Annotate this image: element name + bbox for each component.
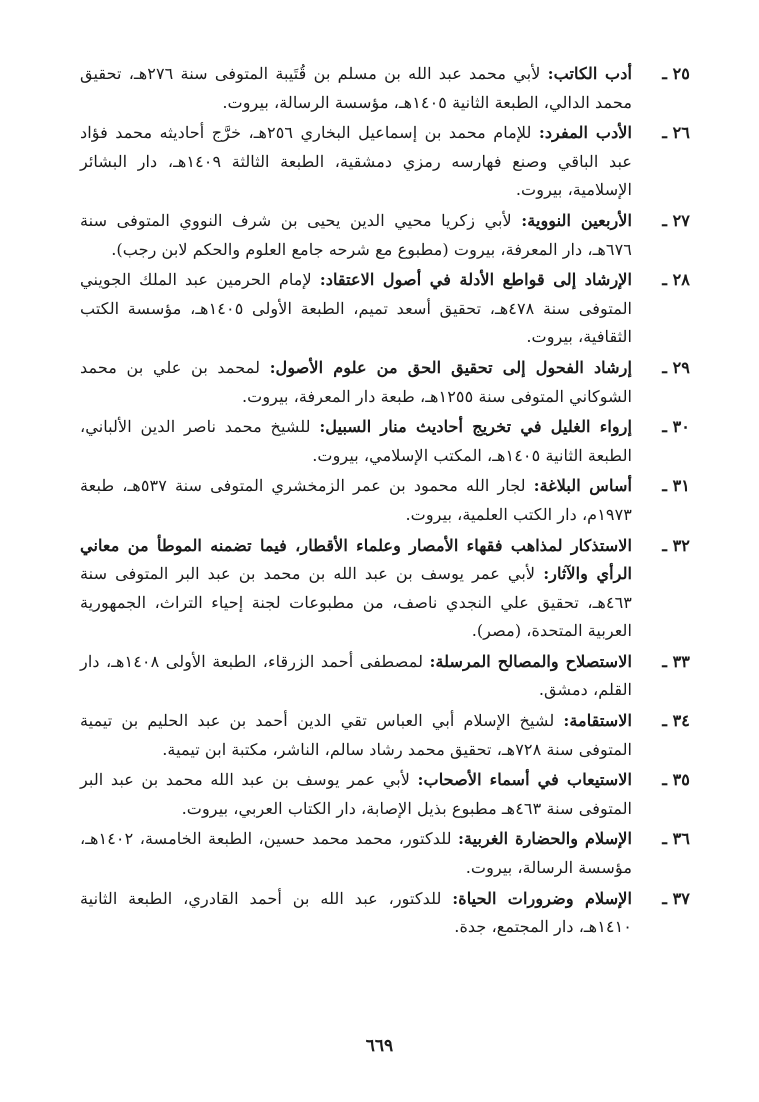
entry-title: إرشاد الفحول إلى تحقيق الحق من علوم الأصول: [269,357,632,377]
entry-number: ٢٥ ـ [662,64,690,83]
entry-number: ٣٦ ـ [662,829,690,849]
entry-text: للدكتور، محمد محمد حسين، الطبعة الخامسة، ١٤٠٢هـ، مؤسسة الرسالة، بيروت. [80,829,632,878]
entry-number: ٣٢ ـ [662,535,690,555]
entry-number: ٣٣ ـ [662,651,690,671]
entry-text: للدكتور، عبد الله بن أحمد القادري، الطبعة الثانية ١٤١٠هـ، دار المجتمع، جدة. [80,888,632,937]
entry-text: لشيخ الإسلام أبي العباس تقي الدين أحمد بن عبد الحليم بن تيمية المتوفى سنة ٧٢٨هـ، تحقيق محمد رشاد سالم، الناشر، مكتبة ابن تيمية. [80,711,632,759]
entry-37 [80,885,690,942]
entry-title: الأربعين النووية: [521,210,633,230]
entry-title: الاستصلاح والمصالح المرسلة: [429,651,632,671]
entry-34 [80,707,690,764]
entry-text: لمحمد بن علي بن محمد الشوكاني المتوفى سنة ١٢٥٥هـ، طبعة دار المعرفة، بيروت. [80,357,632,406]
entry-27 [80,207,690,264]
entry-29 [80,354,690,411]
entry-title: الاستذكار لمذاهب فقهاء الأمصار وعلماء الأقطار، فيما تضمنه الموطأ من معاني الرأي والآثار: [80,535,632,584]
entry-title: الأدب المفرد: [538,123,633,143]
entry-number: ٢٨ ـ [662,270,690,290]
entry-36 [80,825,690,882]
entry-33 [80,648,690,705]
entry-number: ٣١ ـ [662,476,690,496]
entry-32 [80,532,690,646]
entry-number: ٣٤ ـ [662,711,690,731]
entry-title: الاستيعاب في أسماء الأصحاب: [417,770,633,790]
entry-text: لأبي زكريا محيي الدين يحيى بن شرف النووي المتوفى سنة ٦٧٦هـ، دار المعرفة، بيروت (مطبوع مع شرحه جامع العلوم والحكم لابن رجب). [80,210,632,259]
entry-text: لمصطفى أحمد الزرقاء، الطبعة الأولى ١٤٠٨هـ، دار القلم، دمشق. [80,651,632,700]
entry-number: ٣٠ ـ [662,417,690,437]
entry-number: ٣٧ ـ [662,888,690,908]
bibliography-list [80,60,690,944]
entry-text: لأبي عمر يوسف بن عبد الله محمد بن عبد البر المتوفى سنة ٤٦٣هـ مطبوع بذيل الإصابة، دار الكتاب العربي، بيروت. [80,770,632,818]
entry-title: أدب الكاتب: [547,64,632,83]
entry-title: الإسلام وضرورات الحياة: [452,888,633,908]
entry-35 [80,766,690,823]
entry-number: ٢٩ ـ [662,357,690,377]
entry-25 [80,60,690,117]
entry-31 [80,472,690,529]
entry-text: للإمام محمد بن إسماعيل البخاري ٢٥٦هـ، خرَّج أحاديثه محمد فؤاد عبد الباقي وصنع فهارسه رمزي دمشقية، الطبعة الثالثة ١٤٠٩هـ، دار البشائر الإسلامية، بيروت. [80,123,632,200]
entry-text: للشيخ محمد ناصر الدين الألباني، الطبعة الثانية ١٤٠٥هـ، المكتب الإسلامي، بيروت. [80,417,632,465]
entry-28 [80,266,690,352]
entry-title: الإسلام والحضارة الغربية: [457,829,632,849]
entry-30 [80,413,690,470]
entry-number: ٢٦ ـ [662,123,690,143]
entry-number: ٣٥ ـ [662,770,690,790]
entry-text: لجار الله محمود بن عمر الزمخشري المتوفى سنة ٥٣٧هـ، طبعة ١٩٧٣م، دار الكتب العلمية، بيروت. [80,476,632,524]
entry-text: لأبي محمد عبد الله بن مسلم بن قُتَيبة المتوفى سنة ٢٧٦هـ، تحقيق محمد الدالي، الطبعة الثانية ١٤٠٥هـ، مؤسسة الرسالة، بيروت. [80,64,632,112]
entry-title: الإرشاد إلى قواطع الأدلة في أصول الاعتقاد: [319,270,632,290]
entry-title: أساس البلاغة: [533,476,633,496]
entry-number: ٢٧ ـ [662,210,690,230]
entry-text: لأبي عمر يوسف بن عبد الله بن محمد بن عبد البر المتوفى سنة ٤٦٣هـ، تحقيق علي النجدي ناصف، من مطبوعات لجنة إحياء التراث، الجمهورية العربية المتحدة، (مصر). [80,564,632,641]
entry-text: لإمام الحرمين عبد الملك الجويني المتوفى سنة ٤٧٨هـ، تحقيق أسعد تميم، الطبعة الأولى ١٤٠٥هـ، مؤسسة الكتب الثقافية، بيروت. [80,270,632,347]
page-number: ٦٦٩ [365,1036,394,1056]
entry-title: إرواء الغليل في تخريج أحاديث منار السبيل: [319,417,632,437]
entry-26 [80,119,690,205]
entry-title: الاستقامة: [563,711,632,731]
